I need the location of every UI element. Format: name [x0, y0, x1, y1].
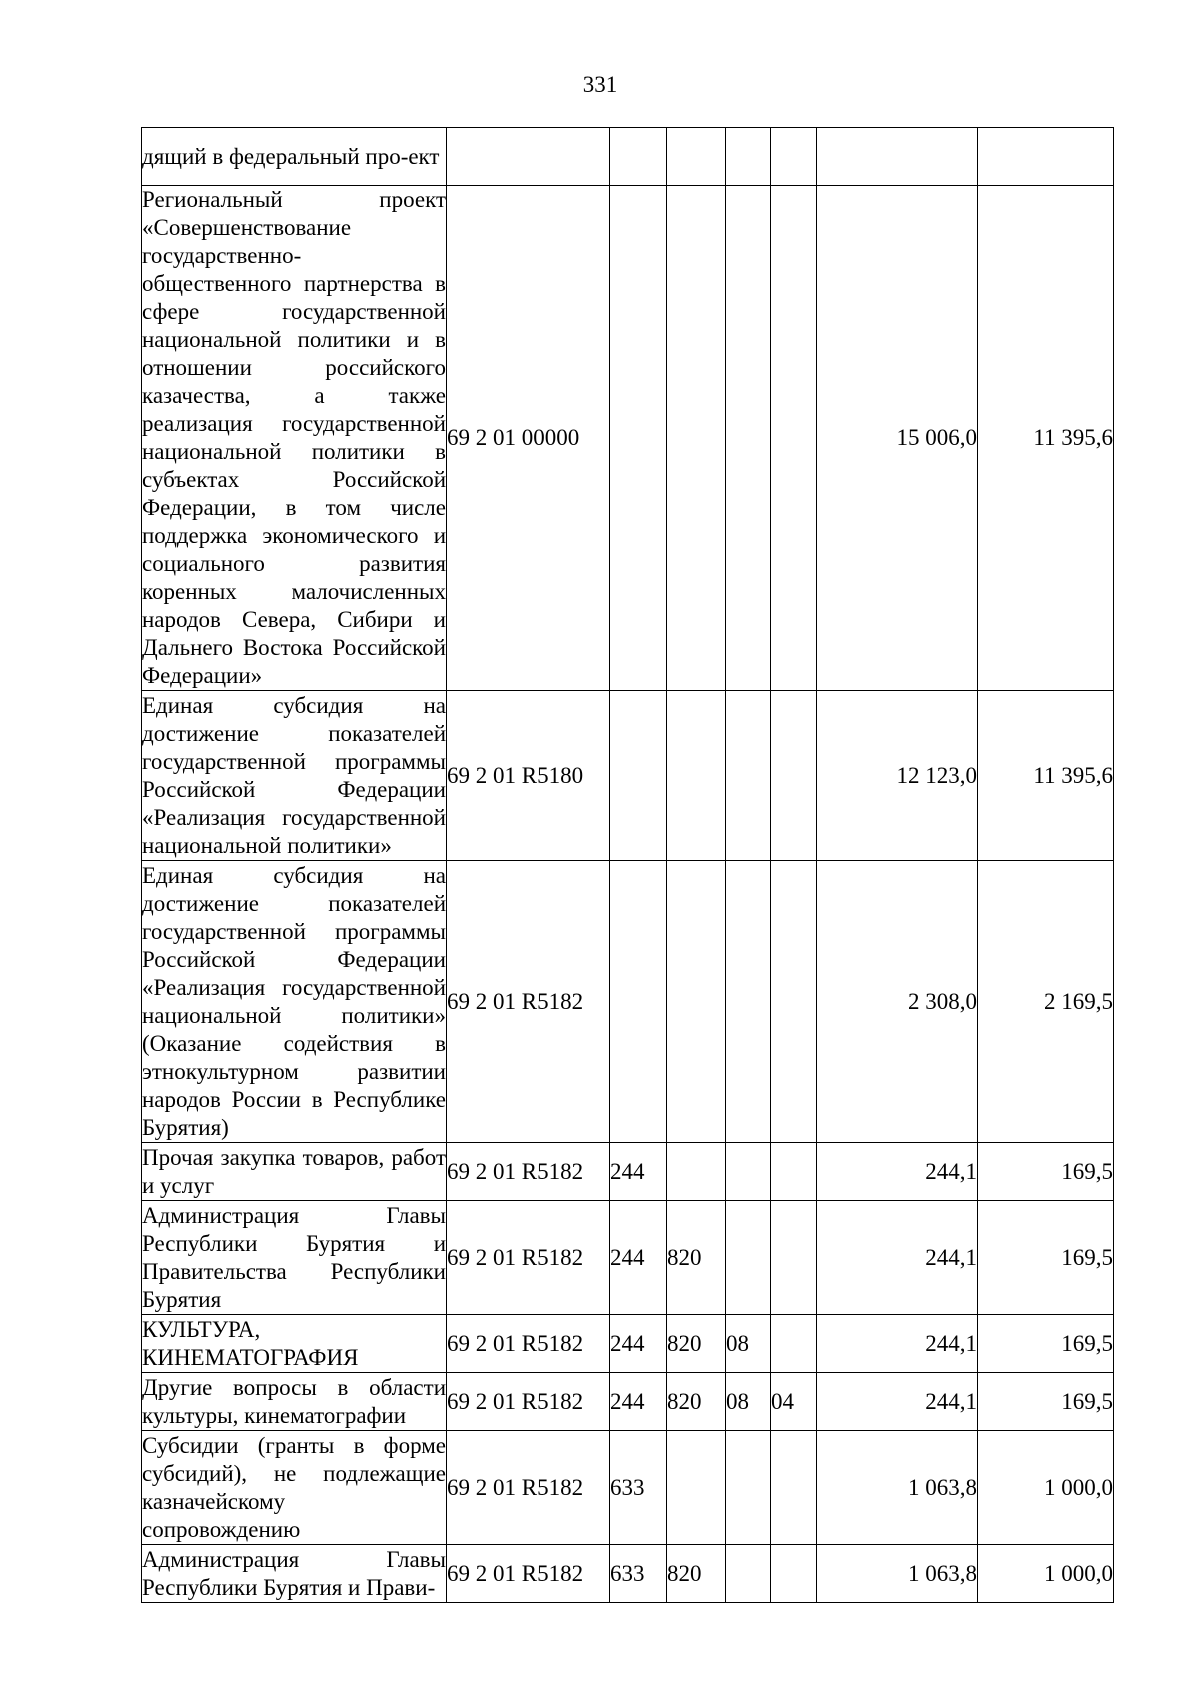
- subsection-cell: [771, 186, 817, 691]
- expense-type-cell: 633: [610, 1545, 667, 1603]
- section-cell: [726, 691, 771, 861]
- section-cell: [726, 861, 771, 1143]
- row-name-cell: Единая субсидия на достижение показателей государственной программы Российской Федерации «Реализация государственной национальной политики» (Оказание содействия в этнокультурном развитии народов России в Республике Бурятия): [142, 861, 447, 1143]
- target-article-cell: 69 2 01 R5182: [447, 1373, 610, 1431]
- ministry-cell: 820: [667, 1201, 726, 1315]
- subsection-cell: [771, 1431, 817, 1545]
- row-name-cell: Другие вопросы в области культуры, кинематографии: [142, 1373, 447, 1431]
- section-cell: [726, 186, 771, 691]
- ministry-cell: [667, 1431, 726, 1545]
- table-row: [142, 1373, 1114, 1431]
- amount-1-cell: 1 063,8: [817, 1545, 978, 1603]
- target-article-cell: 69 2 01 R5182: [447, 861, 610, 1143]
- amount-1-cell: 244,1: [817, 1373, 978, 1431]
- amount-1-cell: 15 006,0: [817, 186, 978, 691]
- amount-2-cell: [978, 128, 1114, 186]
- ministry-cell: 820: [667, 1545, 726, 1603]
- section-cell: 08: [726, 1315, 771, 1373]
- ministry-cell: [667, 691, 726, 861]
- amount-1-cell: 244,1: [817, 1315, 978, 1373]
- target-article-cell: 69 2 01 00000: [447, 186, 610, 691]
- expense-type-cell: [610, 691, 667, 861]
- row-name-cell: Региональный проект «Совершенствование государственно-общественного партнерства в сфере государственной национальной политики и в отношении российского казачества, а также реализация государственной национальной политики в субъектах Российской Федерации, в том числе поддержка экономического и социального развития коренных малочисленных народов Севера, Сибири и Дальнего Востока Российской Федерации»: [142, 186, 447, 691]
- subsection-cell: 04: [771, 1373, 817, 1431]
- table-row: [142, 1431, 1114, 1545]
- row-name-cell: Администрация Главы Республики Бурятия и Правительства Республики Бурятия: [142, 1201, 447, 1315]
- expense-type-cell: 244: [610, 1201, 667, 1315]
- subsection-cell: [771, 128, 817, 186]
- table-row: [142, 1143, 1114, 1201]
- amount-2-cell: 11 395,6: [978, 691, 1114, 861]
- amount-2-cell: 169,5: [978, 1315, 1114, 1373]
- table-row: [142, 186, 1114, 691]
- table-row: [142, 128, 1114, 186]
- table-row: [142, 691, 1114, 861]
- amount-2-cell: 1 000,0: [978, 1545, 1114, 1603]
- section-cell: 08: [726, 1373, 771, 1431]
- row-name-cell: Субсидии (гранты в форме субсидий), не подлежащие казначейскому сопровождению: [142, 1431, 447, 1545]
- subsection-cell: [771, 1545, 817, 1603]
- amount-1-cell: [817, 128, 978, 186]
- amount-2-cell: 1 000,0: [978, 1431, 1114, 1545]
- section-cell: [726, 128, 771, 186]
- target-article-cell: 69 2 01 R5180: [447, 691, 610, 861]
- table-body: [142, 128, 1114, 1603]
- target-article-cell: 69 2 01 R5182: [447, 1143, 610, 1201]
- target-article-cell: 69 2 01 R5182: [447, 1201, 610, 1315]
- ministry-cell: [667, 861, 726, 1143]
- ministry-cell: 820: [667, 1373, 726, 1431]
- ministry-cell: [667, 1143, 726, 1201]
- subsection-cell: [771, 1143, 817, 1201]
- target-article-cell: 69 2 01 R5182: [447, 1431, 610, 1545]
- subsection-cell: [771, 861, 817, 1143]
- table-row: [142, 1201, 1114, 1315]
- section-cell: [726, 1545, 771, 1603]
- row-name-cell: дящий в федеральный про-ект: [142, 128, 447, 186]
- section-cell: [726, 1201, 771, 1315]
- ministry-cell: 820: [667, 1315, 726, 1373]
- expense-type-cell: 244: [610, 1373, 667, 1431]
- ministry-cell: [667, 128, 726, 186]
- amount-2-cell: 2 169,5: [978, 861, 1114, 1143]
- budget-table: [141, 127, 1114, 1603]
- table-row: [142, 1545, 1114, 1603]
- expense-type-cell: [610, 861, 667, 1143]
- section-cell: [726, 1431, 771, 1545]
- ministry-cell: [667, 186, 726, 691]
- target-article-cell: 69 2 01 R5182: [447, 1545, 610, 1603]
- table-row: [142, 861, 1114, 1143]
- expense-type-cell: [610, 186, 667, 691]
- amount-2-cell: 11 395,6: [978, 186, 1114, 691]
- amount-1-cell: 1 063,8: [817, 1431, 978, 1545]
- expense-type-cell: [610, 128, 667, 186]
- expense-type-cell: 244: [610, 1143, 667, 1201]
- target-article-cell: [447, 128, 610, 186]
- row-name-cell: Прочая закупка товаров, работ и услуг: [142, 1143, 447, 1201]
- expense-type-cell: 633: [610, 1431, 667, 1545]
- row-name-cell: Администрация Главы Республики Бурятия и Прави-: [142, 1545, 447, 1603]
- amount-1-cell: 244,1: [817, 1201, 978, 1315]
- subsection-cell: [771, 691, 817, 861]
- amount-2-cell: 169,5: [978, 1373, 1114, 1431]
- amount-2-cell: 169,5: [978, 1143, 1114, 1201]
- row-name-cell: Единая субсидия на достижение показателей государственной программы Российской Федерации «Реализация государственной национальной политики»: [142, 691, 447, 861]
- subsection-cell: [771, 1201, 817, 1315]
- amount-1-cell: 2 308,0: [817, 861, 978, 1143]
- subsection-cell: [771, 1315, 817, 1373]
- amount-2-cell: 169,5: [978, 1201, 1114, 1315]
- amount-1-cell: 12 123,0: [817, 691, 978, 861]
- target-article-cell: 69 2 01 R5182: [447, 1315, 610, 1373]
- table-row: [142, 1315, 1114, 1373]
- section-cell: [726, 1143, 771, 1201]
- row-name-cell: КУЛЬТУРА, КИНЕМАТОГРАФИЯ: [142, 1315, 447, 1373]
- page-number: 331: [582, 72, 618, 97]
- expense-type-cell: 244: [610, 1315, 667, 1373]
- amount-1-cell: 244,1: [817, 1143, 978, 1201]
